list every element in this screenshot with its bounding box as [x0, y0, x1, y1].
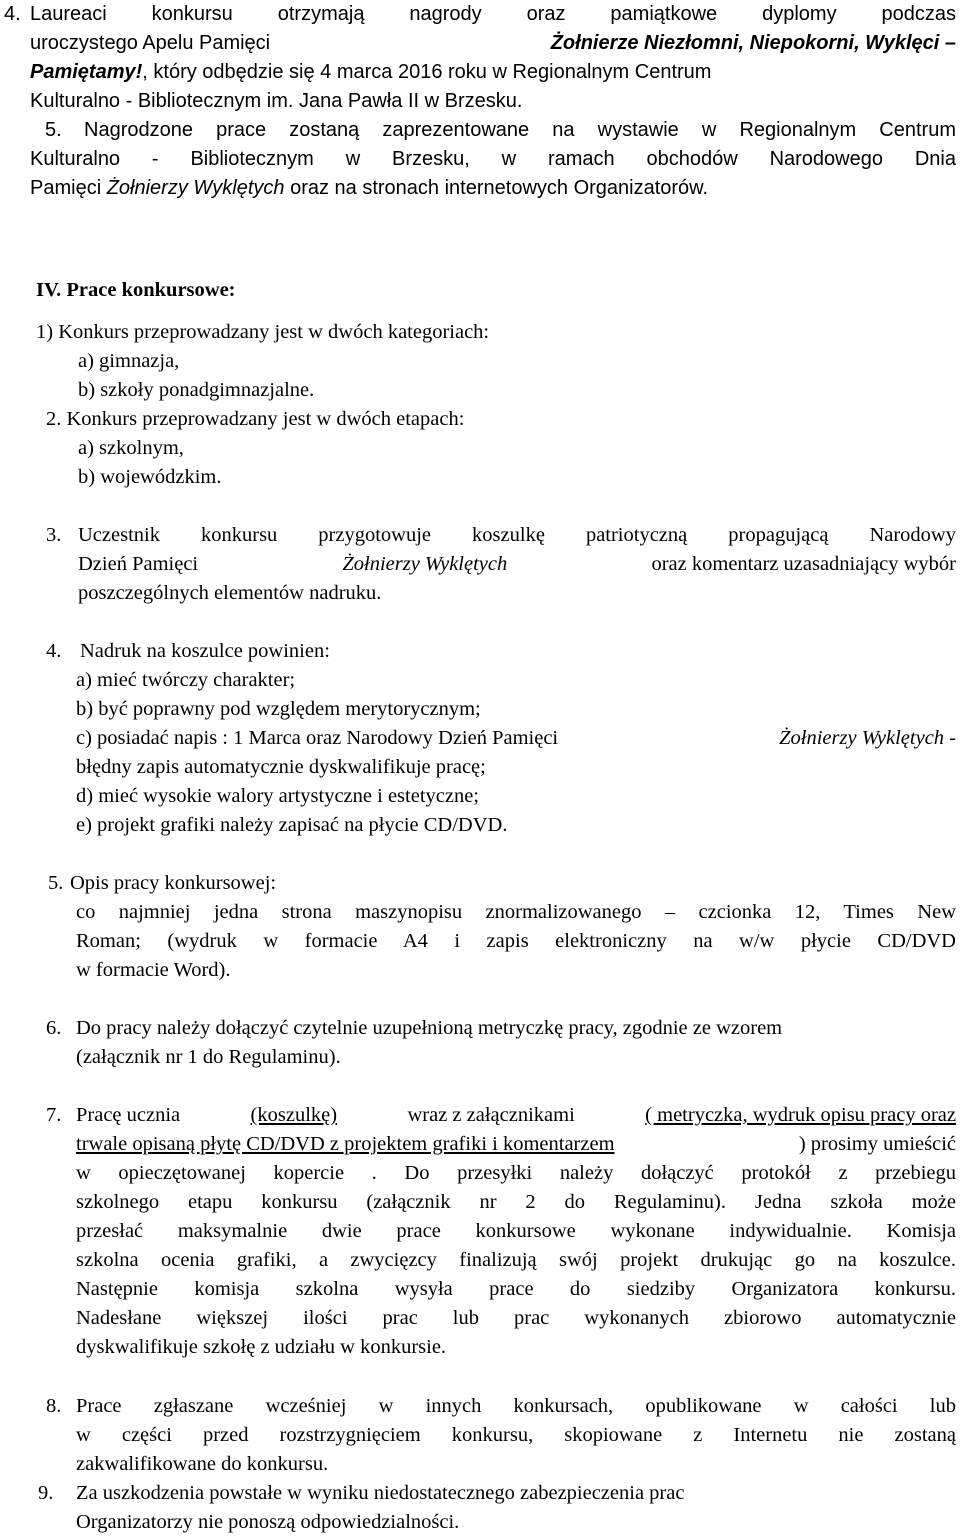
item-2a: a) szkolnym, — [78, 437, 184, 459]
item-5b-number: 5. — [48, 872, 64, 894]
item-1a: a) gimnazja, — [78, 350, 180, 372]
section-iv-heading: IV. Prace konkursowe: — [36, 279, 236, 301]
item-3-line-3: poszczególnych elementów nadruku. — [78, 582, 382, 604]
item-4-apel-title: Żołnierze Niezłomni, Niepokorni, Wyklęci – — [550, 32, 956, 54]
item-5-text-a: Pamięci — [30, 177, 102, 199]
item-4b-c-dash: - — [949, 727, 956, 749]
item-4b-heading: Nadruk na koszulce powinien: — [80, 640, 330, 662]
item-2-heading: 2. Konkurs przeprowadzany jest w dwóch etapach: — [46, 408, 465, 430]
item-4-apel-text: uroczystego Apelu Pamięci — [30, 32, 271, 54]
item-5b-heading: Opis pracy konkursowej: — [70, 872, 277, 894]
item-3-number: 3. — [46, 524, 62, 546]
item-3-text-italic: Żołnierzy Wyklętych — [342, 553, 508, 575]
item-7-line-6: szkolna ocenia grafiki, a zwycięzcy finalizują swój projekt drukując go na koszulce. — [76, 1249, 956, 1271]
item-6-line-2: (załącznik nr 1 do Regulaminu). — [76, 1046, 341, 1068]
item-7-line-7: Następnie komisja szkolna wysyła prace do siedziby Organizatora konkursu. — [76, 1278, 956, 1300]
item-7-number: 7. — [46, 1104, 62, 1126]
item-7-line-8: Nadesłane większej ilości prac lub prac wykonanych zbiorowo automatycznie — [76, 1307, 956, 1329]
item-4b-d: d) mieć wysokie walory artystyczne i estetyczne; — [76, 785, 480, 807]
item-4b-number: 4. — [46, 640, 62, 662]
item-9-number: 9. — [38, 1482, 54, 1504]
item-3-text-c: oraz komentarz uzasadniający wybór — [651, 553, 956, 575]
item-4-number: 4. — [4, 3, 21, 25]
item-5-line-2: Kulturalno - Bibliotecznym w Brzesku, w ramach obchodów Narodowego Dnia — [30, 148, 956, 170]
item-4b-e: e) projekt grafiki należy zapisać na płycie CD/DVD. — [76, 814, 508, 836]
item-4b-c-line-2: błędny zapis automatycznie dyskwalifikuje pracę; — [76, 756, 486, 778]
item-7-line-5: przesłać maksymalnie dwie prace konkursowe wykonane indywidualnie. Komisja — [76, 1220, 956, 1242]
item-5-text-c: oraz na stronach internetowych Organizatorów. — [290, 177, 709, 199]
item-4b-a: a) mieć twórczy charakter; — [76, 669, 296, 691]
item-7-line-1 — [76, 1101, 956, 1130]
item-7-line-3: w opieczętowanej kopercie . Do przesyłki należy dołączyć protokół z przebiegu — [76, 1162, 956, 1184]
item-4b-b: b) być poprawny pod względem merytorycznym; — [76, 698, 481, 720]
item-9-line-2: Organizatorzy nie ponoszą odpowiedzialności. — [76, 1511, 460, 1533]
item-8-line-1: Prace zgłaszane wcześniej w innych konkursach, opublikowane w całości lub — [76, 1395, 956, 1417]
item-6-number: 6. — [46, 1017, 62, 1039]
item-7-text-b: ) prosimy umieścić — [798, 1133, 956, 1155]
item-1b: b) szkoły ponadgimnazjalne. — [78, 379, 315, 401]
item-4-line-4: Kulturalno - Bibliotecznym im. Jana Pawła II w Brzesku. — [30, 90, 523, 112]
item-7-line-2 — [76, 1130, 956, 1159]
item-4-line-1: Laureaci konkursu otrzymają nagrody oraz pamiątkowe dyplomy podczas — [30, 3, 956, 25]
item-5-text-italic: Żołnierzy Wyklętych — [106, 177, 285, 199]
item-7-text-a: Pracę ucznia — [76, 1104, 181, 1126]
item-8-line-2: w części przed rozstrzygnięciem konkursu, skopiowane z Internetu nie zostaną — [76, 1424, 956, 1446]
item-5b-line-2: Roman; (wydruk w formacie A4 i zapis elektroniczny na w/w płycie CD/DVD — [76, 930, 956, 952]
item-4-date-text: , który odbędzie się 4 marca 2016 roku w Regionalnym Centrum — [142, 61, 712, 83]
item-7-text-disc: trwale opisaną płytę CD/DVD z projektem grafiki i komentarzem — [76, 1133, 615, 1155]
item-7-text-koszulke: (koszulkę) — [250, 1104, 338, 1126]
item-8-number: 8. — [46, 1395, 62, 1417]
item-8-line-3: zakwalifikowane do konkursu. — [76, 1453, 329, 1475]
item-3-text-a: Dzień Pamięci — [78, 553, 199, 575]
item-2b: b) wojewódzkim. — [78, 466, 222, 488]
item-6-line-1: Do pracy należy dołączyć czytelnie uzupełnioną metryczkę pracy, zgodnie ze wzorem — [76, 1017, 783, 1039]
item-4b-c-italic: Żołnierzy Wyklętych — [779, 727, 945, 749]
item-7-text-c: wraz z załącznikami — [407, 1104, 575, 1126]
item-4-line-3 — [30, 58, 956, 87]
item-5b-line-3: w formacie Word). — [76, 959, 231, 981]
item-4b-c-text: c) posiadać napis : 1 Marca oraz Narodowy Dzień Pamięci — [76, 727, 559, 749]
item-4-apel-title-end: Pamiętamy! — [30, 61, 143, 83]
item-3-line-2 — [78, 550, 956, 579]
item-5-line-3 — [30, 174, 708, 203]
item-7-line-9: dyskwalifikuje szkołę z udziału w konkursie. — [76, 1336, 447, 1358]
item-7-line-4: szkolnego etapu konkursu (załącznik nr 2 do Regulaminu). Jedna szkoła może — [76, 1191, 956, 1213]
item-7-text-attachments: ( metryczka, wydruk opisu pracy oraz — [645, 1104, 956, 1126]
item-3-line-1: Uczestnik konkursu przygotowuje koszulkę patriotyczną propagującą Narodowy — [78, 524, 956, 546]
item-9-line-1: Za uszkodzenia powstałe w wyniku niedostatecznego zabezpieczenia prac — [76, 1482, 685, 1504]
item-5-line-1: Nagrodzone prace zostaną zaprezentowane na wystawie w Regionalnym Centrum — [84, 119, 956, 141]
item-5-number: 5. — [45, 119, 62, 141]
item-4-line-2 — [30, 29, 956, 58]
item-1-heading: 1) Konkurs przeprowadzany jest w dwóch kategoriach: — [36, 321, 490, 343]
item-5b-line-1: co najmniej jedna strona maszynopisu znormalizowanego – czcionka 12, Times New — [76, 901, 956, 923]
item-4b-c — [76, 724, 956, 753]
